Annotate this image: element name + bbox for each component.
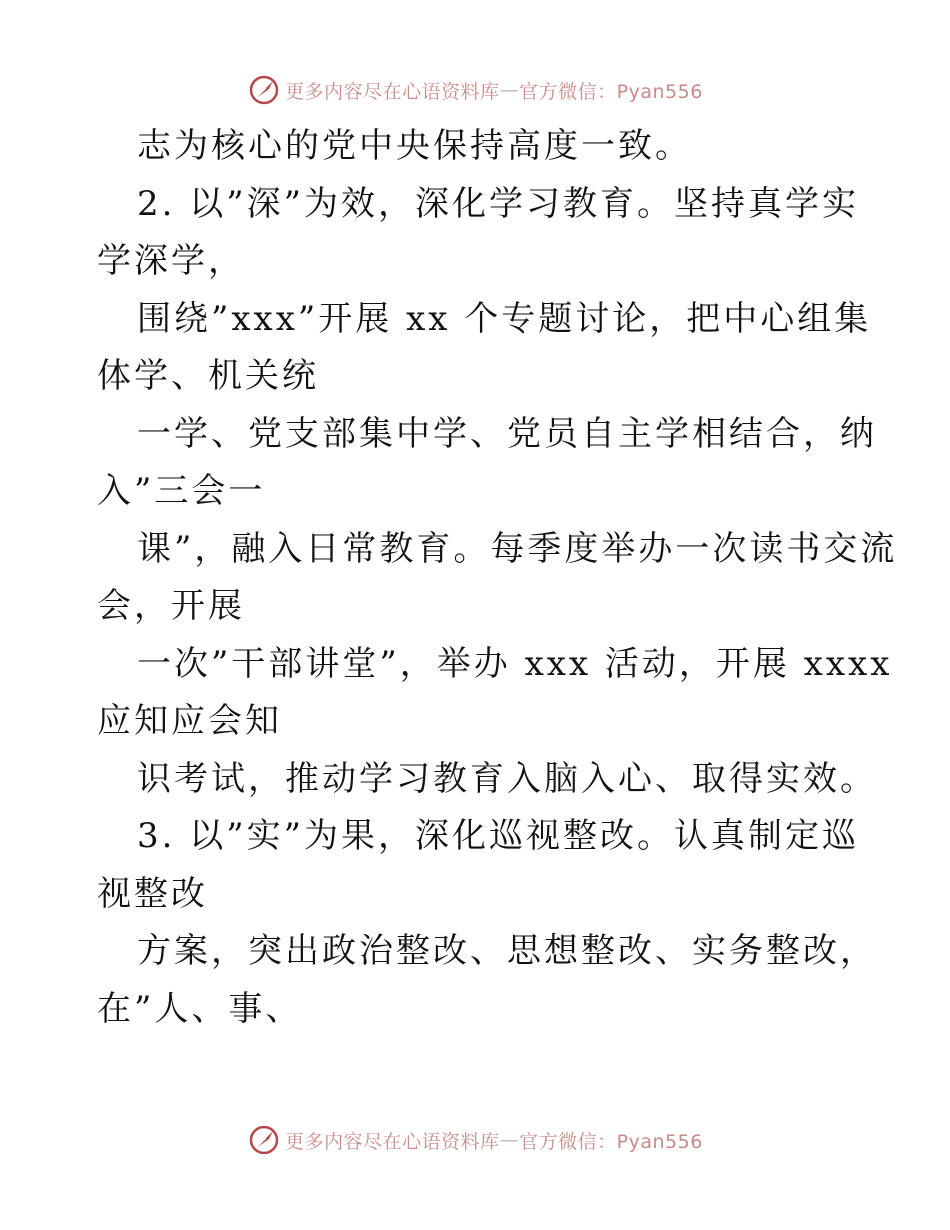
text-line: 视整改 — [97, 873, 208, 914]
text-line: 2. 以”深”为效，深化学习教育。坚持真学实 — [137, 183, 860, 224]
header-banner-separator: — — [499, 79, 520, 101]
text-line: 一学、党支部集中学、党员自主学相结合，纳 — [137, 413, 877, 454]
header-banner — [0, 72, 950, 108]
text-line: 应知应会知 — [97, 701, 282, 741]
text-line: 入”三会一 — [97, 471, 266, 511]
quill-pen-logo-icon — [247, 1123, 281, 1157]
header-banner-wechat-text: 官方微信：Pyan556 — [519, 80, 703, 103]
text-line: 3. 以”实”为果，深化巡视整改。认真制定巡 — [137, 816, 860, 856]
document-body — [97, 118, 898, 1038]
text-line: 课”，融入日常教育。每季度举办一次读书交流 — [137, 528, 898, 569]
text-line: 会，开展 — [97, 586, 245, 626]
footer-banner-wechat-text: 官方微信：Pyan556 — [519, 1130, 703, 1153]
text-line: 体学、机关统 — [97, 356, 319, 396]
text-line: 一次”干部讲堂”，举办 xxx 活动，开展 xxxx — [137, 643, 893, 684]
header-banner-main-text: 更多内容尽在心语资料库 — [285, 80, 500, 103]
footer-banner-main-text: 更多内容尽在心语资料库 — [285, 1130, 500, 1153]
text-line: 学深学， — [97, 241, 245, 281]
quill-pen-logo-icon — [247, 73, 281, 107]
text-line: 方案，突出政治整改、思想整改、实务整改， — [137, 931, 877, 971]
footer-banner-separator: — — [499, 1129, 520, 1151]
text-line: 识考试，推动学习教育入脑入心、取得实效。 — [137, 758, 877, 799]
text-line: 围绕”xxx”开展 xx 个专题讨论，把中心组集 — [137, 298, 872, 339]
footer-banner — [0, 1122, 950, 1158]
text-line: 志为核心的党中央保持高度一致。 — [137, 126, 692, 166]
text-line: 在”人、事、 — [97, 988, 303, 1029]
